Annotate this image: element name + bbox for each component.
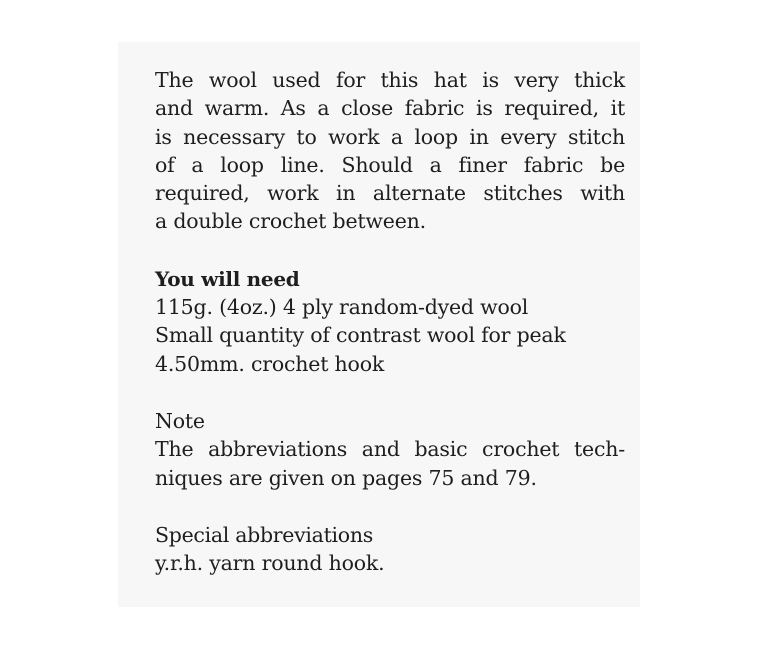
intro-line: a double crochet between.	[155, 209, 426, 234]
document-content	[155, 66, 625, 577]
special-abbreviations-heading: Special abbreviations	[155, 522, 373, 547]
intro-line: is necessary to work a loop in every stitch	[155, 124, 625, 149]
materials-item: Small quantity of contrast wool for peak	[155, 323, 566, 348]
special-abbreviations-section	[155, 521, 625, 578]
intro-paragraph	[155, 66, 625, 236]
intro-line: of a loop line. Should a finer fabric be	[155, 152, 625, 177]
note-line: niques are given on pages 75 and 79.	[155, 465, 537, 490]
intro-line: The wool used for this hat is very thick	[155, 68, 625, 92]
note-section	[155, 407, 625, 492]
materials-item: 115g. (4oz.) 4 ply random-dyed wool	[155, 295, 529, 320]
intro-line: required, work in alternate stitches with	[155, 181, 625, 206]
materials-heading: You will need	[155, 266, 300, 291]
intro-line: and warm. As a close fabric is required, it	[155, 96, 625, 121]
materials-section	[155, 265, 625, 378]
note-line: The abbreviations and basic crochet tech-	[155, 437, 625, 462]
note-heading: Note	[155, 408, 205, 433]
special-abbreviations-line: y.r.h. yarn round hook.	[155, 551, 385, 576]
document-page	[118, 42, 640, 607]
materials-item: 4.50mm. crochet hook	[155, 351, 385, 376]
